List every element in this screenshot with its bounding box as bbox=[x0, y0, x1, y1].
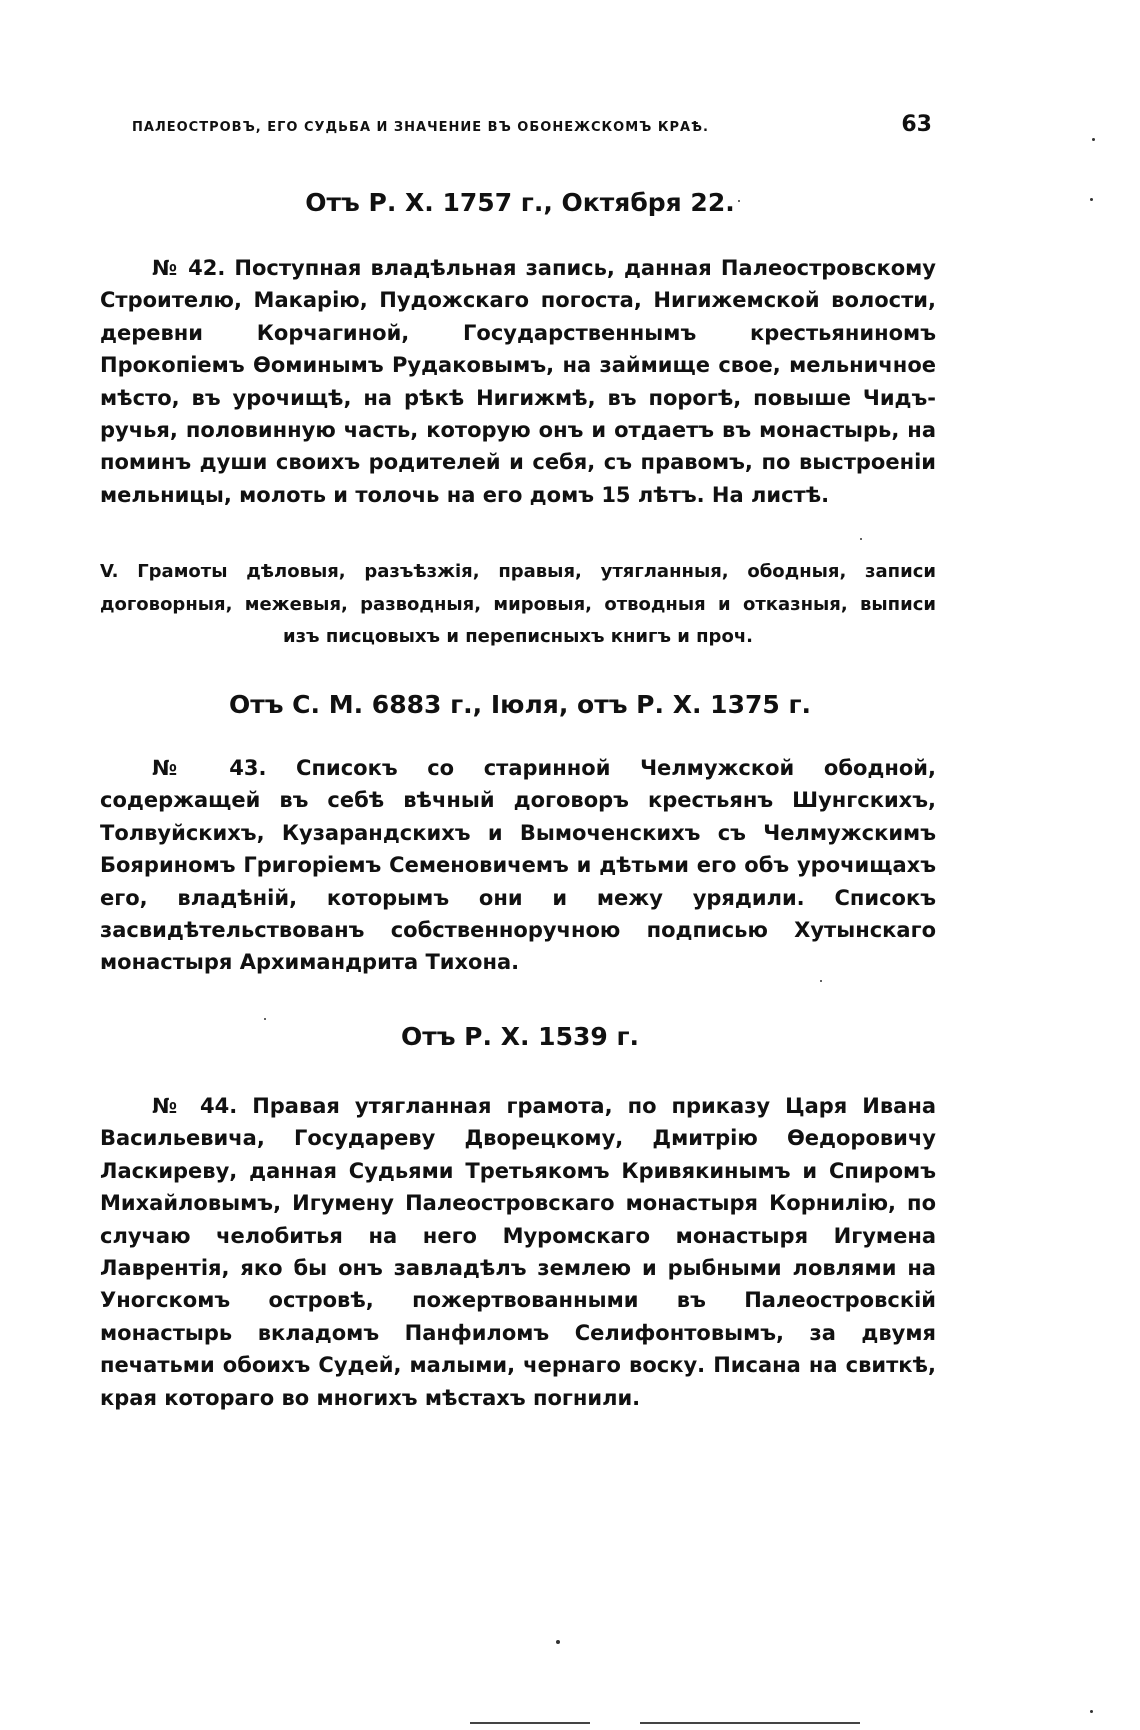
scan-speck bbox=[556, 1640, 560, 1644]
date-heading-1539: Отъ Р. Х. 1539 г. bbox=[400, 1022, 640, 1051]
entry-43: № 43. Списокъ со старинной Челмужской ободной, содержащей въ себѣ вѣчный договоръ крестьянъ Шунгскихъ, Толвуйскихъ, Кузарандскихъ и Вымоченскихъ съ Челмужскимъ Бояриномъ Григоріемъ Семеновичемъ и дѣтьми его объ урочищахъ его, владѣній, которымъ они и межу урядили. Списокъ засвидѣтельствованъ собственноручною подписью Хутынскаго монастыря Архимандрита Тихона. bbox=[100, 756, 936, 975]
running-title: ПАЛЕОСТРОВЪ, ЕГО СУДЬБА И ЗНАЧЕНИЕ ВЪ ОБОНЕЖСКОМЪ КРАѢ. bbox=[132, 120, 709, 135]
scan-edge-line bbox=[470, 1722, 590, 1724]
scan-speck bbox=[264, 1018, 266, 1020]
scan-speck bbox=[860, 538, 862, 540]
section-heading-v: V. Грамоты дѣловыя, разъѣзжія, правыя, утягланныя, ободныя, записи договорныя, межевыя, разводныя, мировыя, отводныя и отказныя, выписи изъ писцовыхъ и переписныхъ книгъ и проч. bbox=[100, 561, 936, 647]
running-header bbox=[132, 112, 932, 137]
scan-speck bbox=[1092, 138, 1095, 141]
scan-speck bbox=[1090, 1710, 1093, 1713]
scan-speck bbox=[820, 980, 822, 982]
scan-edge-line bbox=[640, 1722, 860, 1724]
date-heading-1757: Отъ Р. Х. 1757 г., Октября 22. bbox=[305, 188, 735, 217]
entry-44: № 44. Правая утягланная грамота, по приказу Царя Ивана Васильевича, Государеву Дворецкому, Дмитрію Ѳедоровичу Ласкиреву, данная Судьями Третьякомъ Кривякинымъ и Спиромъ Михайловымъ, Игумену Палеостровскаго монастыря Корнилію, по случаю челобитья на него Муромскаго монастыря Игумена Лаврентія, яко бы онъ завладѣлъ землею и рыбными ловлями на Уногскомъ островѣ, пожертвованными въ Палеостровскій монастырь вкладомъ Панфиломъ Селифонтовымъ, за двумя печатьми обоихъ Судей, малыми, чернаго воску. Писана на свиткѣ, края котораго во многихъ мѣстахъ погнили. bbox=[100, 1094, 936, 1410]
scan-speck bbox=[1090, 198, 1093, 201]
scan-speck bbox=[738, 200, 740, 202]
entry-42: № 42. Поступная владѣльная запись, данная Палеостровскому Строителю, Макарію, Пудожскаго погоста, Нигижемской волости, деревни Корчагиной, Государственнымъ крестьяниномъ Прокопіемъ Ѳоминымъ Рудаковымъ, на займище свое, мельничное мѣсто, въ урочищѣ, на рѣкѣ Нигижмѣ, въ порогѣ, повыше Чидъ-ручья, половинную часть, которую онъ и отдаетъ въ монастырь, на поминъ души своихъ родителей и себя, съ правомъ, по выстроеніи мельницы, молоть и толочь на его домъ 15 лѣтъ. На листѣ. bbox=[100, 256, 936, 507]
page-number: 63 bbox=[901, 112, 932, 137]
date-heading-1375: Отъ С. М. 6883 г., Іюля, отъ Р. Х. 1375 г. bbox=[228, 690, 812, 719]
